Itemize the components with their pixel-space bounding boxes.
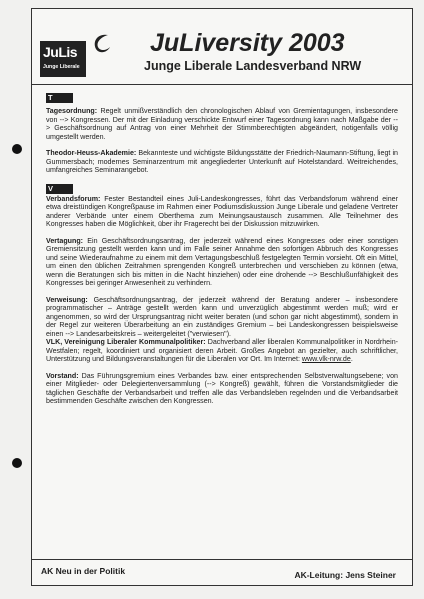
entry-term: Tagesordnung: xyxy=(46,107,98,115)
swoosh-icon xyxy=(88,31,116,59)
entry-text: Geschäftsordnungsantrag, der jederzeit während der Beratung anderer – insbesondere programmatischer – Anträge gestellt werden kann und unverzüglich abgestimmt werden muß; wird er angenommen, so wird der Ursprungsantrag nicht weiter beraten (und schon gar nicht abgestimmt), sondern in der Regel zur weiteren Überarbeitung an ein zuständiges Gremium – bei Landeskongressen beispielsweise einen --> Landesarbeitskreis – weitergeleitet ("verwiesen"). xyxy=(46,295,398,338)
entry-term: Vorstand: xyxy=(46,371,79,380)
entry-text-end: . xyxy=(350,355,353,363)
glossary-entry xyxy=(46,107,398,141)
glossary-section xyxy=(46,93,398,175)
entry-text: Das Führungsgremium eines Verbandes bzw. einer entsprechenden Selbstverwaltungsebene; von einer Mitglieder- oder Delegiertenversammlung (--> Kongreß) gewählt, führen die Vorstandsmitglieder die täglichen Geschäfte der Verbandsarbeit und treffen alle das Verbandsleben regelnden und die Verbandsarbeit bestimmenden Geschäfte zwischen den Kongressen. xyxy=(46,371,398,405)
footer-right: AK-Leitung: Jens Steiner xyxy=(294,570,396,580)
entry-text: Ein Geschäftsordnungsantrag, der jederzeit während eines Kongresses oder einer sonstigen Gremiensitzung gestellt werden kann und im Falle seiner Annahme den sofortigen Abbruch des Kongresses und seine Wiederaufnahme zu einem mit dem Vertagungsbeschluß festgelegten Termin vorsieht. Oft ein Mittel, um einen den üblichen Zeitrahmen sprengenden Kongreß unterbrechen und verschieben zu können (etwa, wenn die Beratungen sich bis mitten in die Nacht hinziehen) oder eine drohende --> Beschlußunfähigkeit des Kongresses bei geringer Anwesenheit zu verhindern. xyxy=(46,236,398,287)
glossary-entry xyxy=(46,237,398,288)
entry-term: VLK, Vereinigung Liberaler Kommunalpolitiker: xyxy=(46,338,206,346)
entry-term: Vertagung: xyxy=(46,236,84,245)
entry-text: Fester Bestandteil eines Juli-Landeskongresses, führt das Verbandsforum während einer etwa dreistündigen Kongreßpause im Rahmen einer Podiumsdiskussion Junge Liberale und geladene Vertreter anderer Verbände unter einem Oberthema zum Meinungsaustausch zusammen. Alle Teilnehmer des Kongresses haben die Möglichkeit, über ihr Fragerecht bei der Diskussion mitzuwirken. xyxy=(46,194,398,228)
julis-logo xyxy=(40,41,86,77)
glossary-entry xyxy=(46,338,398,364)
entry-term: Verweisung: xyxy=(46,295,88,304)
glossary-entry xyxy=(46,296,398,339)
entry-text: Regelt unmißverständlich den chronologischen Ablauf von Gremientagungen, insbesondere von --> Kongressen. Der mit der Einladung verschickte Entwurf einer Tagesordnung kann nach Maßgabe der --> Geschäftsordnung auf Antrag von einer Mehrheit der Stimmberechtigten abgeändert, notigenfalls völlig umgestellt werden. xyxy=(46,107,398,141)
binder-hole xyxy=(12,458,22,468)
glossary-content xyxy=(46,93,398,414)
section-letter: T xyxy=(46,93,73,103)
logo-text: JuLis xyxy=(43,44,78,60)
glossary-section xyxy=(46,184,398,406)
page-footer xyxy=(32,559,412,585)
entry-text: Dachverband aller liberalen Kommunalpolitiker in Nordrhein-Westfalen; regelt, koordiniert und organisiert deren Arbeit. Großes Angebot an gezielter, auch schriftlicher, Unterstützung und Bildungsveranstaltungen für die Liberalen vor Ort. Im Internet: xyxy=(46,338,398,363)
entry-term: Verbandsforum: xyxy=(46,194,101,203)
glossary-entry xyxy=(46,195,398,229)
glossary-entry xyxy=(46,149,398,175)
footer-left: AK Neu in der Politik xyxy=(41,566,126,576)
logo-subtext: Junge Liberale xyxy=(43,64,80,70)
page-subtitle: Junge Liberale Landesverband NRW xyxy=(144,59,362,73)
binder-hole xyxy=(12,144,22,154)
glossary-entry xyxy=(46,372,398,406)
section-letter: V xyxy=(46,184,73,194)
entry-text: Bekannteste und wichtigste Bildungsstätte der Friedrich-Naumann-Stiftung, liegt in Gummersbach; modernes Seminarzentrum mit angegliederter Unterkunft auf Hotelstandard. Weitreichendes, umfangreiches Seminarangebot. xyxy=(46,149,398,174)
page-header xyxy=(32,9,412,85)
page-frame xyxy=(31,8,413,586)
page-title: JuLiversity 2003 xyxy=(150,29,345,57)
vlk-link[interactable]: www.vlk-nrw.de xyxy=(301,355,351,363)
entry-term: Theodor-Heuss-Akademie: xyxy=(46,149,137,157)
